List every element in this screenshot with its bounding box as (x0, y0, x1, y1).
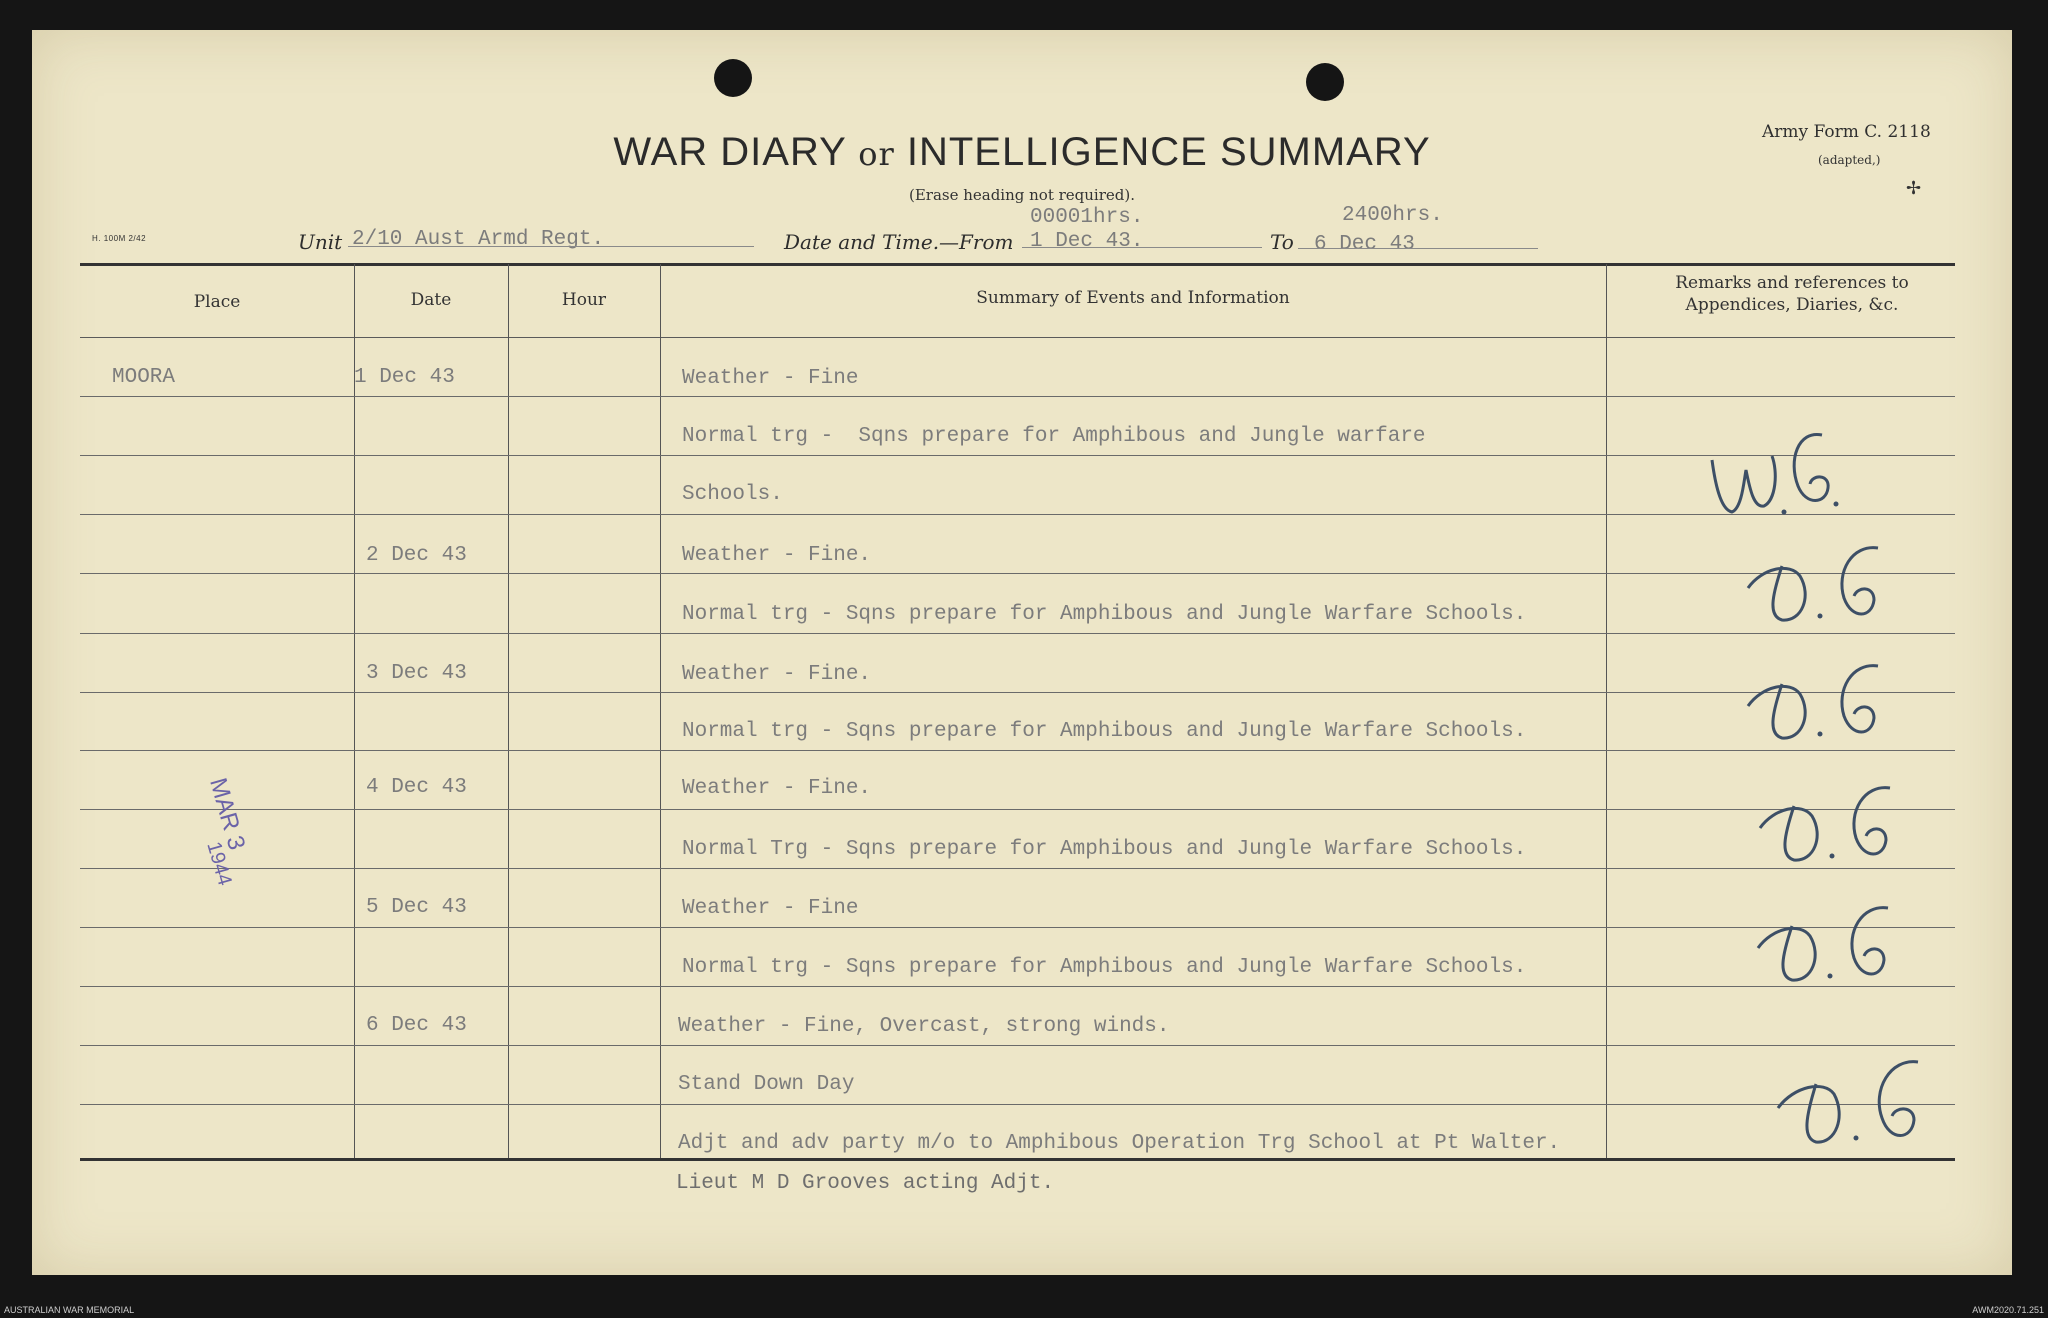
unit-underline (348, 246, 754, 247)
punch-hole-right (1306, 63, 1344, 101)
column-header-remarks: Remarks and references to Appendices, Diaries, &c. (1675, 273, 1909, 315)
initials-signature-3 (1742, 654, 1892, 754)
divider-date-hour (508, 264, 509, 1158)
page-title (32, 130, 2012, 175)
date-cell: 2 Dec 43 (366, 544, 467, 567)
ink-mark-icon: ✢ (1906, 178, 1922, 199)
title-war-diary: WAR DIARY (613, 130, 847, 174)
summary-cell: Weather - Fine. (682, 663, 872, 686)
summary-cell: Weather - Fine. (682, 544, 872, 567)
unit-label: Unit (298, 230, 343, 254)
divider-place-date (354, 264, 355, 1158)
date-time-label: Date and Time.—From (784, 230, 1014, 254)
summary-cell: Weather - Fine (682, 897, 859, 920)
row-rule (80, 809, 1955, 810)
punch-hole-left (714, 59, 752, 97)
column-header-place: Place (193, 292, 241, 312)
date-cell: 4 Dec 43 (366, 776, 467, 799)
column-header-hour: Hour (561, 290, 607, 310)
summary-cell: Weather - Fine, Overcast, strong winds. (678, 1015, 1170, 1038)
column-header-date: Date (410, 290, 452, 310)
initials-signature-5 (1752, 896, 1902, 996)
to-underline (1298, 248, 1538, 249)
stamp-year: 1944 (202, 839, 236, 889)
date-cell: 3 Dec 43 (366, 662, 467, 685)
summary-cell: Normal trg - Sqns prepare for Amphibous and Jungle Warfare Schools. (682, 720, 1527, 743)
row-rule (80, 514, 1955, 515)
summary-cell: Schools. (682, 483, 783, 506)
title-intelligence-summary: INTELLIGENCE SUMMARY (906, 130, 1431, 174)
table-header-bottom (80, 337, 1955, 338)
summary-cell: Normal trg - Sqns prepare for Amphibous and Jungle warfare (682, 425, 1426, 448)
summary-cell: Normal trg - Sqns prepare for Amphibous and Jungle Warfare Schools. (682, 956, 1527, 979)
initials-signature-2 (1742, 536, 1892, 636)
summary-cell: Normal Trg - Sqns prepare for Amphibous and Jungle Warfare Schools. (682, 838, 1527, 861)
row-rule (80, 633, 1955, 634)
row-rule (80, 573, 1955, 574)
from-underline (1022, 247, 1262, 248)
divider-hour-summary (660, 264, 661, 1158)
table-bottom-border (80, 1158, 1955, 1161)
summary-cell: Adjt and adv party m/o to Amphibous Operation Trg School at Pt Walter. (678, 1132, 1561, 1155)
summary-cell: Normal trg - Sqns prepare for Amphibous and Jungle Warfare Schools. (682, 603, 1527, 626)
date-cell: 5 Dec 43 (366, 896, 467, 919)
row-rule (80, 868, 1955, 869)
adapted-label: (adapted,) (1818, 153, 1881, 167)
row-rule (80, 692, 1955, 693)
archive-credit-right: AWM2020.71.251 (1972, 1305, 2044, 1315)
diary-sheet (32, 30, 2012, 1275)
form-number: H. 100M 2/42 (92, 234, 147, 243)
summary-cell: Weather - Fine (682, 367, 859, 390)
column-header-summary: Summary of Events and Information (976, 288, 1290, 308)
stamp-date: MAR 3 (204, 775, 251, 853)
unit-value: 2/10 Aust Armd Regt. (352, 228, 605, 251)
row-rule (80, 1045, 1955, 1046)
initials-signature-1 (1702, 420, 1852, 530)
subtitle: (Erase heading not required). (908, 186, 1136, 204)
row-rule (80, 455, 1955, 456)
date-cell: 6 Dec 43 (366, 1014, 467, 1037)
initials-signature-6 (1772, 1050, 1932, 1160)
date-cell: 1 Dec 43 (354, 366, 455, 389)
summary-cell: Weather - Fine. (682, 777, 872, 800)
to-time: 2400hrs. (1342, 204, 1443, 227)
to-label: To (1270, 230, 1294, 254)
from-date: 1 Dec 43. (1030, 230, 1144, 253)
from-time: 00001hrs. (1030, 206, 1144, 229)
initials-signature-4 (1754, 776, 1904, 876)
archive-credit-left: AUSTRALIAN WAR MEMORIAL (4, 1305, 135, 1315)
row-rule (80, 750, 1955, 751)
army-form-label: Army Form C. 2118 (1762, 122, 1931, 142)
title-or: or (858, 135, 895, 173)
summary-cell: Stand Down Day (678, 1073, 855, 1096)
row-rule (80, 927, 1955, 928)
row-rule (80, 986, 1955, 987)
received-stamp (86, 775, 266, 941)
row-rule (80, 1104, 1955, 1105)
to-date: 6 Dec 43 (1314, 233, 1415, 256)
place-cell: MOORA (112, 366, 176, 389)
row-rule (80, 396, 1955, 397)
table-top-border (80, 263, 1955, 266)
divider-summary-remarks (1606, 264, 1607, 1158)
signature-line: Lieut M D Grooves acting Adjt. (676, 1172, 1055, 1195)
